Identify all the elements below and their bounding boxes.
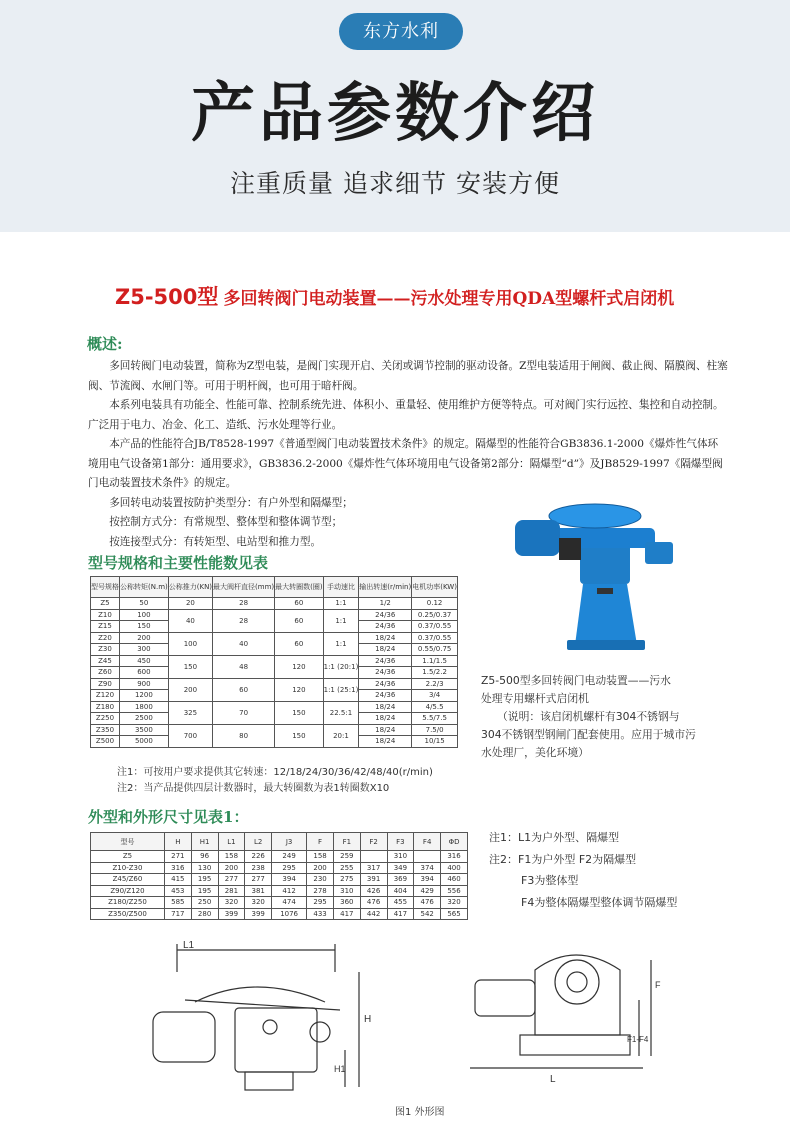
table-cell: 18/24: [359, 724, 412, 736]
table-cell: 24/36: [359, 621, 412, 633]
spec-header-cell: 公称推力(KN): [168, 577, 212, 598]
gearbox-outline: [235, 1008, 317, 1072]
handwheel-outline: [195, 987, 325, 1002]
side-knob: [310, 1022, 330, 1042]
table-cell: 400: [441, 862, 468, 874]
dim-note: F3为整体型: [521, 874, 579, 887]
spec-header-cell: 电机功率(KW): [412, 577, 458, 598]
page-subtitle: 注重质量 追求细节 安装方便: [230, 169, 560, 198]
table-cell: Z90: [91, 678, 120, 690]
dim-header-cell: J3: [272, 833, 307, 851]
table-cell: 195: [191, 885, 218, 897]
table-cell: 429: [414, 885, 441, 897]
spec-header-cell: 输出转速(r/min): [359, 577, 412, 598]
table-cell: Z20: [91, 632, 120, 644]
table-cell: Z45: [91, 655, 120, 667]
table-cell: 120: [275, 655, 323, 678]
base-side-outline: [520, 1035, 630, 1055]
table-cell: 150: [275, 724, 323, 747]
table-cell: 585: [164, 897, 191, 909]
table-cell: 277: [218, 874, 245, 886]
table-cell: 48: [213, 655, 275, 678]
table-cell: 3/4: [412, 690, 458, 702]
table-cell: 399: [218, 908, 245, 920]
table-cell: 271: [164, 851, 191, 863]
table-cell: Z90/Z120: [91, 885, 165, 897]
table-cell: 24/36: [359, 667, 412, 679]
spec-header-cell: 最大阀杆直径(mm): [213, 577, 275, 598]
motor-side-outline: [475, 980, 535, 1016]
table-cell: 1:1: [323, 632, 359, 655]
label-l: L: [550, 1074, 556, 1085]
table-cell: 325: [168, 701, 212, 724]
table-cell: 100: [168, 632, 212, 655]
table-cell: 60: [275, 598, 323, 610]
table-cell: 310: [333, 885, 360, 897]
table-cell: 1:1: [323, 609, 359, 632]
table-cell: 2.2/3: [412, 678, 458, 690]
table-cell: 226: [245, 851, 272, 863]
table-cell: 295: [307, 897, 334, 909]
table-cell: 96: [191, 851, 218, 863]
table-cell: 277: [245, 874, 272, 886]
figure-caption: 图1 外形图: [395, 1107, 445, 1118]
handwheel-side: [555, 960, 599, 1004]
base-flange: [245, 1072, 293, 1090]
table-cell: 455: [387, 897, 414, 909]
dim-header-cell: F: [307, 833, 334, 851]
table-row: [91, 885, 468, 897]
table-cell: 24/36: [359, 655, 412, 667]
table-cell: 369: [387, 874, 414, 886]
dim-notes: [489, 827, 677, 913]
table-cell: 1.1/1.5: [412, 655, 458, 667]
outline-drawing-side: [465, 930, 675, 1090]
table-cell: 3500: [120, 724, 169, 736]
handwheel-hub: [567, 972, 587, 992]
table-cell: 556: [441, 885, 468, 897]
dim-header-cell: F3: [387, 833, 414, 851]
dim-header-cell: 型号: [91, 833, 165, 851]
overview-heading: 概述:: [87, 335, 123, 353]
product-photo: [505, 490, 685, 670]
table-cell: 40: [168, 609, 212, 632]
table-cell: 320: [218, 897, 245, 909]
table-cell: 150: [168, 655, 212, 678]
spec-header-cell: 型号规格: [91, 577, 120, 598]
table-cell: 158: [218, 851, 245, 863]
spec-header-cell: 公称转矩(N.m): [120, 577, 169, 598]
table-cell: 1076: [272, 908, 307, 920]
table-cell: 0.55/0.75: [412, 644, 458, 656]
dim-header-cell: L1: [218, 833, 245, 851]
table-cell: 275: [333, 874, 360, 886]
label-h1: H1: [334, 1064, 346, 1074]
table-cell: 200: [307, 862, 334, 874]
table-cell: 0.37/0.55: [412, 621, 458, 633]
table-cell: 18/24: [359, 701, 412, 713]
spec-header-cell: 手动速比: [323, 577, 359, 598]
table-cell: 200: [218, 862, 245, 874]
dim-header-row: [91, 833, 468, 851]
table-cell: 900: [120, 678, 169, 690]
table-cell: Z15: [91, 621, 120, 633]
table-cell: 24/36: [359, 609, 412, 621]
table-cell: 453: [164, 885, 191, 897]
table-cell: 22.5:1: [323, 701, 359, 724]
table-cell: 18/24: [359, 736, 412, 748]
device-coupling: [559, 538, 581, 560]
outline-drawing-front: [135, 932, 395, 1097]
device-motor: [515, 520, 560, 556]
table-cell: 1200: [120, 690, 169, 702]
table-cell: 250: [191, 897, 218, 909]
table-cell: 316: [441, 851, 468, 863]
table-cell: 450: [120, 655, 169, 667]
dim-note: 注2：F1为户外型 F2为隔爆型: [489, 852, 637, 866]
overview-paragraph: 多回转阀门电动装置，简称为Z型电装，是阀门实现开启、关闭或调节控制的驱动设备。Z型电装适用于闸阀、截止阀、隔膜阀、柱塞阀、节流阀、水闸门等。可用于明杆阀，也可用于暗杆阀。: [88, 360, 728, 392]
table-cell: 349: [387, 862, 414, 874]
spec-note-1: 注1：可按用户要求提供其它转速：12/18/24/30/36/42/48/40(r/min): [117, 767, 433, 778]
table-cell: Z250: [91, 713, 120, 725]
table-cell: Z350/Z500: [91, 908, 165, 920]
table-cell: 565: [441, 908, 468, 920]
table-cell: 5.5/7.5: [412, 713, 458, 725]
table-cell: 295: [272, 862, 307, 874]
header-band: [0, 0, 790, 232]
housing-side-outline: [535, 955, 620, 1035]
device-nameplate: [597, 588, 613, 594]
table-cell: 317: [360, 862, 387, 874]
table-row: [91, 897, 468, 909]
table-cell: 10/15: [412, 736, 458, 748]
table-row: [91, 598, 458, 610]
photo-caption-line: 水处理厂，美化环境）: [481, 746, 589, 759]
table-cell: 415: [164, 874, 191, 886]
table-cell: 238: [245, 862, 272, 874]
product-heading: [115, 281, 765, 311]
overview-paragraph: 本产品的性能符合JB/T8528-1997《普通型阀门电动装置技术条件》的规定。隔爆型的性能符合GB3836.1-2000《爆炸性气体环境用电气设备第1部分：通用要求》，GB3836.2-2000《爆炸性气体环境用电气设备第2部分：隔爆型“d”》及JB8529-1997《隔爆型阀门电动装置技术条件》的规定。: [88, 438, 723, 489]
table-cell: 28: [213, 598, 275, 610]
overview-paragraph: 本系列电装具有功能全、性能可靠、控制系统先进、体积小、重量轻、使用维护方便等特点。可对阀门实行远控、集控和自动控制。广泛用于电力、冶金、化工、造纸、污水处理等行业。: [88, 399, 724, 431]
table-cell: 1:1 (25:1): [323, 678, 359, 701]
photo-caption-line: 处理专用螺杆式启闭机: [481, 692, 589, 705]
spec-note-2: 注2：当产品提供四层计数器时，最大转圈数为表1转圈数X10: [117, 783, 390, 794]
product-model: Z5-500型: [115, 285, 219, 309]
table-cell: 399: [245, 908, 272, 920]
table-cell: 255: [333, 862, 360, 874]
label-l1: L1: [183, 940, 195, 951]
table-cell: 195: [191, 874, 218, 886]
spec-header-cell: 最大转圈数(圈): [275, 577, 323, 598]
table-cell: Z10-Z30: [91, 862, 165, 874]
table-cell: 60: [275, 609, 323, 632]
table-row: [91, 609, 458, 621]
dim-header-cell: F2: [360, 833, 387, 851]
dim-header-cell: F1: [333, 833, 360, 851]
table-cell: 24/36: [359, 690, 412, 702]
table-cell: 7.5/0: [412, 724, 458, 736]
device-base: [567, 640, 645, 650]
table-cell: 281: [218, 885, 245, 897]
table-cell: 24/36: [359, 678, 412, 690]
table-cell: Z30: [91, 644, 120, 656]
table-cell: 0.25/0.37: [412, 609, 458, 621]
table-cell: [360, 851, 387, 863]
device-side-box: [645, 542, 673, 564]
photo-caption-line: Z5-500型多回转阀门电动装置——污水: [481, 674, 671, 687]
table-cell: 230: [307, 874, 334, 886]
table-cell: 700: [168, 724, 212, 747]
table-cell: 20: [168, 598, 212, 610]
spec-table: [90, 576, 458, 748]
table-cell: 18/24: [359, 713, 412, 725]
table-cell: Z10: [91, 609, 120, 621]
overview-paragraph: 按控制方式分：有常规型、整体型和整体调节型；: [109, 516, 343, 528]
table-cell: 417: [333, 908, 360, 920]
overview-paragraph: 多回转电动装置按防护类型分：有户外型和隔爆型；: [109, 496, 353, 509]
table-cell: [414, 851, 441, 863]
dim-header-cell: H: [164, 833, 191, 851]
table-cell: Z350: [91, 724, 120, 736]
table-cell: Z60: [91, 667, 120, 679]
table-cell: 50: [120, 598, 169, 610]
spec-table-body: [91, 598, 458, 748]
table-cell: 200: [120, 632, 169, 644]
device-gearbox: [580, 542, 630, 584]
table-cell: 18/24: [359, 632, 412, 644]
label-f: F: [655, 980, 661, 990]
spec-heading: 型号规格和主要性能数见表: [88, 554, 269, 572]
table-cell: 70: [213, 701, 275, 724]
label-f1-f4: F1-F4: [627, 1035, 649, 1044]
product-name: 多回转阀门电动装置——污水处理专用QDA型螺杆式启闭机: [223, 289, 675, 309]
table-row: [91, 874, 468, 886]
dim-header-cell: H1: [191, 833, 218, 851]
table-cell: 150: [120, 621, 169, 633]
table-cell: 717: [164, 908, 191, 920]
table-cell: 40: [213, 632, 275, 655]
dim-header-cell: ΦD: [441, 833, 468, 851]
table-cell: 394: [272, 874, 307, 886]
table-row: [91, 908, 468, 920]
table-cell: 1:1 (20:1): [323, 655, 359, 678]
table-row: [91, 701, 458, 713]
table-cell: 316: [164, 862, 191, 874]
table-cell: 476: [360, 897, 387, 909]
page-title: 产品参数介绍: [191, 77, 599, 151]
handwheel-icon: [549, 504, 641, 528]
table-cell: 442: [360, 908, 387, 920]
label-h: H: [364, 1014, 372, 1025]
table-cell: 200: [168, 678, 212, 701]
table-row: [91, 724, 458, 736]
table-cell: 158: [307, 851, 334, 863]
table-cell: 600: [120, 667, 169, 679]
table-cell: 394: [414, 874, 441, 886]
table-cell: 130: [191, 862, 218, 874]
table-cell: 249: [272, 851, 307, 863]
table-cell: 2500: [120, 713, 169, 725]
table-row: [91, 678, 458, 690]
table-cell: Z180/Z250: [91, 897, 165, 909]
table-cell: 280: [191, 908, 218, 920]
table-cell: 310: [387, 851, 414, 863]
table-cell: 460: [441, 874, 468, 886]
table-cell: 60: [275, 632, 323, 655]
table-cell: 360: [333, 897, 360, 909]
table-cell: Z120: [91, 690, 120, 702]
table-cell: Z500: [91, 736, 120, 748]
table-cell: 381: [245, 885, 272, 897]
photo-caption: [481, 672, 696, 762]
brand-badge: 东方水利: [339, 13, 463, 50]
table-cell: Z45/Z60: [91, 874, 165, 886]
dim-header-cell: F4: [414, 833, 441, 851]
table-cell: 412: [272, 885, 307, 897]
table-cell: 300: [120, 644, 169, 656]
table-cell: 278: [307, 885, 334, 897]
table-cell: 426: [360, 885, 387, 897]
table-row: [91, 655, 458, 667]
table-cell: Z5: [91, 598, 120, 610]
dim-header-cell: L2: [245, 833, 272, 851]
table-cell: 0.12: [412, 598, 458, 610]
table-row: [91, 851, 468, 863]
table-cell: Z180: [91, 701, 120, 713]
photo-caption-line: 304不锈钢型钢闸门配套使用。应用于城市污: [481, 728, 696, 741]
table-row: [91, 862, 468, 874]
table-cell: 120: [275, 678, 323, 701]
table-cell: 0.37/0.55: [412, 632, 458, 644]
dim-heading: 外型和外形尺寸见表1：: [88, 808, 249, 826]
table-cell: 417: [387, 908, 414, 920]
table-cell: 28: [213, 609, 275, 632]
table-cell: 18/24: [359, 644, 412, 656]
table-cell: 404: [387, 885, 414, 897]
photo-caption-line: （说明：该启闭机螺杆有304不锈钢与: [497, 710, 680, 723]
table-cell: 1:1: [323, 598, 359, 610]
indicator-window: [263, 1020, 277, 1034]
table-cell: 374: [414, 862, 441, 874]
table-cell: 80: [213, 724, 275, 747]
dim-note: F4为整体隔爆型整体调节隔爆型: [521, 895, 678, 909]
table-cell: 100: [120, 609, 169, 621]
table-cell: 433: [307, 908, 334, 920]
dim-note: 注1：L1为户外型、隔爆型: [489, 831, 620, 844]
dim-table: [90, 832, 468, 920]
table-cell: 474: [272, 897, 307, 909]
table-cell: 259: [333, 851, 360, 863]
table-row: [91, 632, 458, 644]
motor-outline: [153, 1012, 215, 1062]
table-cell: 4/5.5: [412, 701, 458, 713]
table-cell: 20:1: [323, 724, 359, 747]
table-cell: 542: [414, 908, 441, 920]
spec-header-row: [91, 577, 458, 598]
table-cell: 60: [213, 678, 275, 701]
dim-table-body: [91, 851, 468, 920]
table-cell: 320: [441, 897, 468, 909]
overview-paragraph: 按连接型式分：有转矩型、电站型和推力型。: [109, 535, 322, 548]
table-cell: 1800: [120, 701, 169, 713]
table-cell: 391: [360, 874, 387, 886]
table-cell: 476: [414, 897, 441, 909]
table-cell: 150: [275, 701, 323, 724]
table-cell: Z5: [91, 851, 165, 863]
table-cell: 1.5/2.2: [412, 667, 458, 679]
table-cell: 1/2: [359, 598, 412, 610]
table-cell: 320: [245, 897, 272, 909]
table-cell: 5000: [120, 736, 169, 748]
